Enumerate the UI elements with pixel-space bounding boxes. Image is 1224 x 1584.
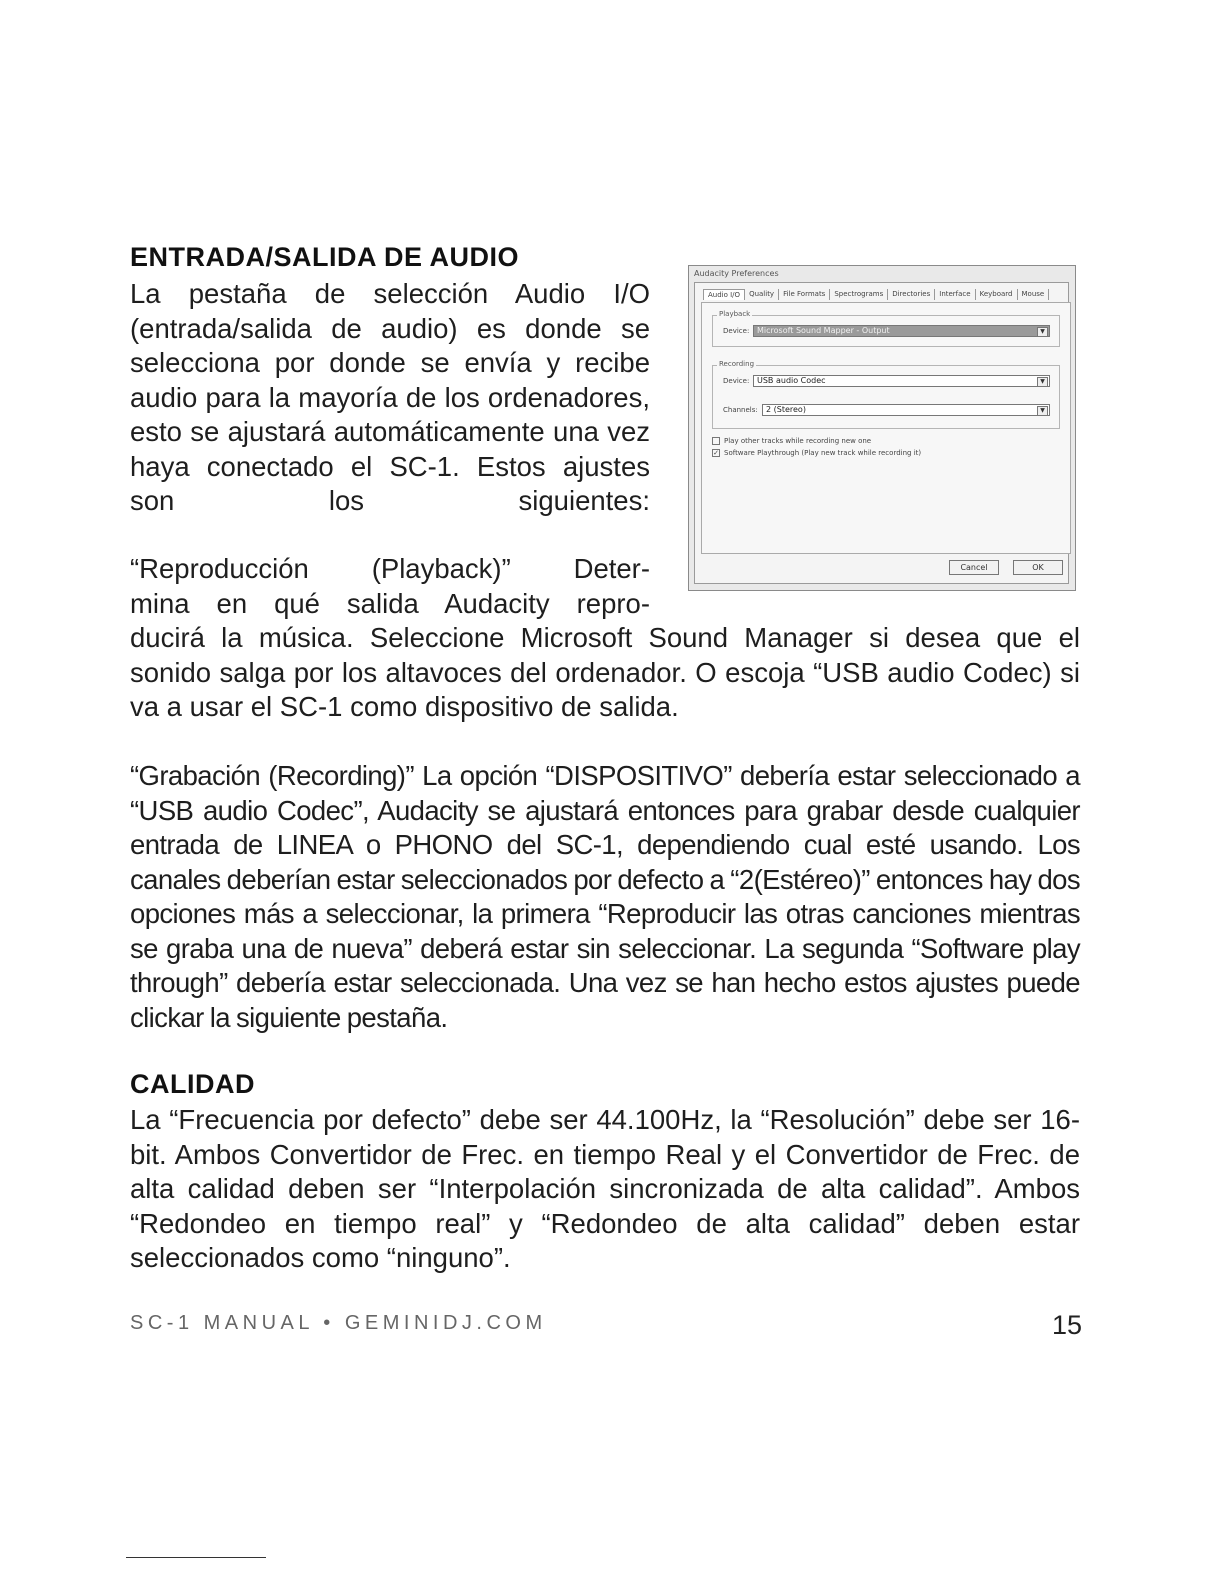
- dialog-body: [694, 282, 1069, 584]
- tab-keyboard[interactable]: Keyboard: [976, 289, 1018, 300]
- tab-interface[interactable]: Interface: [935, 289, 975, 300]
- chevron-down-icon: ▼: [1037, 377, 1048, 387]
- tab-quality[interactable]: Quality: [745, 289, 779, 300]
- recording-group-label: Recording: [719, 360, 755, 368]
- playback-line-2: mina en qué salida Audacity repro-: [130, 587, 650, 619]
- dialog-title: Audacity Preferences: [694, 269, 779, 278]
- ok-button[interactable]: OK: [1013, 560, 1063, 575]
- audacity-preferences-screenshot: [688, 265, 1076, 591]
- tab-audio-io[interactable]: Audio I/O: [703, 289, 745, 300]
- chevron-down-icon: ▼: [1037, 327, 1048, 337]
- cancel-button[interactable]: Cancel: [949, 560, 999, 575]
- tab-file-formats[interactable]: File Formats: [779, 289, 830, 300]
- paragraph-recording: “Grabación (Recording)” La opción “DISPOSITIVO” debería estar seleccionado a “USB audio Codec”, Audacity se ajustará entonces para grabar desde cualquier entrada de LINEA o PHONO del SC-1, dependiendo cual esté usando. Los canales deberían estar seleccionados por defecto a “2(Estéreo)” entonces hay dos opciones más a seleccionar, la primera “Reproducir las otras canciones mientras se graba una de nueva” deberá estar sin seleccionar. La segunda “Software play through” debería estar seleccionada. Una vez se han hecho estos ajustes puede clickar la siguiente pestaña.: [130, 760, 1080, 1033]
- channels-select[interactable]: [762, 404, 1050, 416]
- paragraph-quality: La “Frecuencia por defecto” debe ser 44.100Hz, la “Resolución” debe ser 16-bit. Ambos Convertidor de Frec. en tiempo Real y el Convertidor de Frec. de alta calidad deben ser “Interpolación sincronizada de alta calidad”. Ambos “Redondeo en tiempo real” y “Redondeo de alta calidad” deben estar seleccionados como “ninguno”.: [130, 1104, 1080, 1273]
- chevron-down-icon: ▼: [1037, 406, 1048, 416]
- playback-group-label: Playback: [719, 310, 751, 318]
- playback-rest: ducirá la música. Seleccione Microsoft Sound Manager si desea que el sonido salga por los altavoces del ordenador. O escoja “USB audio Codec) si va a usar el SC-1 como dispositivo de salida.: [130, 622, 1080, 722]
- page-number: 15: [1052, 1310, 1083, 1340]
- checkbox-unchecked-icon: [712, 437, 720, 445]
- channels-value: 2 (Stereo): [766, 405, 806, 414]
- play-other-tracks-label: Play other tracks while recording new one: [724, 437, 872, 445]
- checkbox-checked-icon: ✓: [713, 449, 719, 457]
- recording-device-label: Device:: [723, 377, 750, 385]
- paragraph-audio-io-intro: La pestaña de selección Audio I/O (entrada/salida de audio) es donde se selecciona por donde se envía y recibe audio para la mayoría de los ordenadores, esto se ajustará automáticamente una vez haya conectado el SC-1. Estos ajustes son los siguientes:: [130, 278, 650, 516]
- playback-group: [712, 310, 1060, 347]
- playback-device-value: Microsoft Sound Mapper - Output: [757, 326, 890, 335]
- recording-device-select[interactable]: [753, 375, 1050, 387]
- channels-label: Channels:: [723, 406, 758, 414]
- tab-spectrograms[interactable]: Spectrograms: [830, 289, 888, 300]
- recording-device-value: USB audio Codec: [757, 376, 826, 385]
- section-heading-audio-io: ENTRADA/SALIDA DE AUDIO: [130, 242, 519, 272]
- software-playthrough-checkbox[interactable]: [712, 449, 921, 457]
- playback-device-label: Device:: [723, 327, 750, 335]
- playback-device-select[interactable]: [753, 325, 1050, 337]
- audio-io-panel: [701, 302, 1071, 554]
- footer-manual-title: SC-1 MANUAL • GEMINIDJ.COM: [130, 1312, 547, 1334]
- section-heading-quality: CALIDAD: [130, 1069, 255, 1099]
- playback-line-1: “Reproducción (Playback)” Deter-: [130, 553, 650, 584]
- software-playthrough-label: Software Playthrough (Play new track while recording it): [724, 449, 922, 457]
- tab-directories[interactable]: Directories: [888, 289, 935, 300]
- preferences-tabs: [703, 289, 1049, 300]
- tab-mouse[interactable]: Mouse: [1018, 289, 1050, 300]
- recording-group: [712, 360, 1060, 429]
- footnote-rule: [126, 1557, 266, 1558]
- play-other-tracks-checkbox[interactable]: [712, 437, 871, 445]
